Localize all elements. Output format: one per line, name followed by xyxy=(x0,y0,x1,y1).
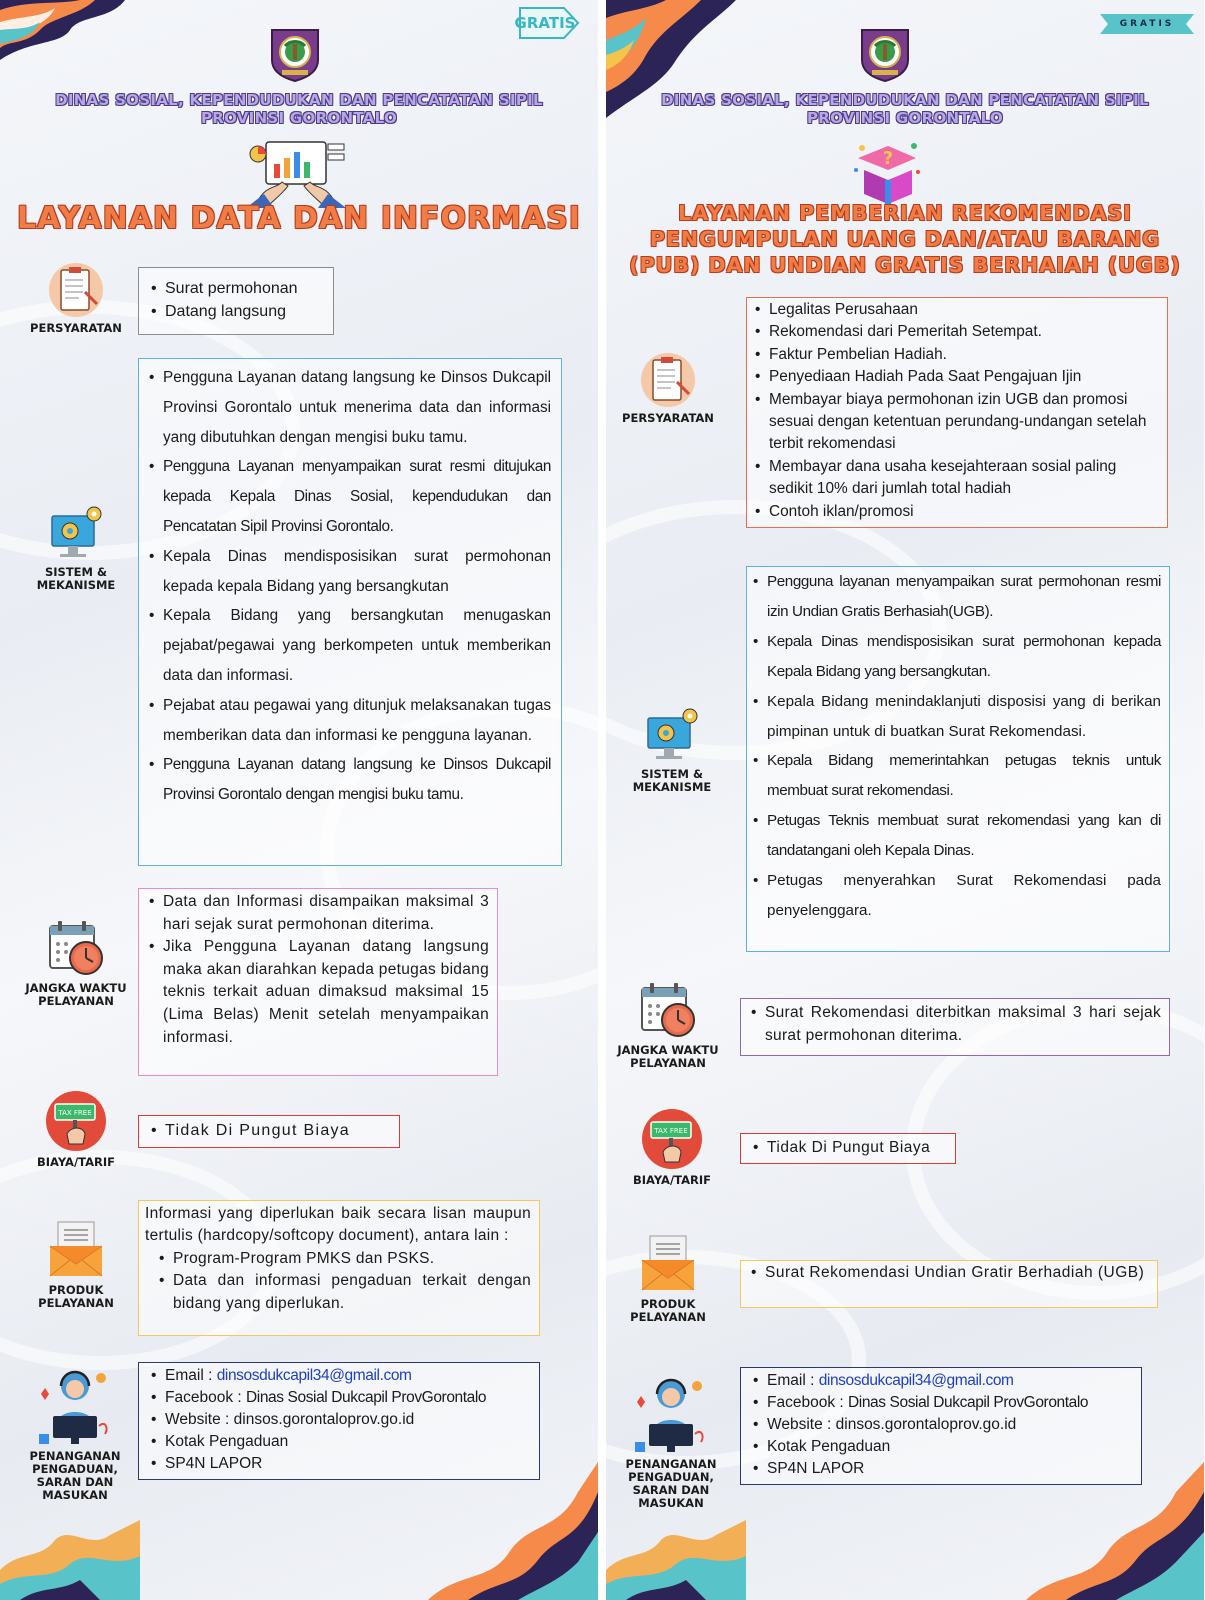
monitor-gear-icon xyxy=(46,504,106,562)
clipboard-checklist-icon xyxy=(637,352,699,408)
list-item: • Pengguna layanan menyampaikan surat permohonan resmi izin Undian Gratis Berhasiah(UGB). xyxy=(751,567,1161,627)
title-line1: LAYANAN PEMBERIAN REKOMENDASI xyxy=(678,201,1132,225)
org-name-line1: DINAS SOSIAL, KEPENDUDUKAN DAN PENCATATAN SIPIL xyxy=(55,91,543,109)
tax-free-text: TAX FREE xyxy=(58,1109,92,1117)
envelope-document-icon xyxy=(638,1232,698,1294)
contact-website[interactable]: • Website : dinsos.gorontaloprov.go.id xyxy=(149,1409,529,1431)
list-item: • Membayar biaya permohonan izin UGB dan promosi sesuai dengan ketentuan perundang-undangan setelah terbit rekomendasi xyxy=(753,389,1159,456)
contact-facebook: • Facebook : Dinas Sosial Dukcapil ProvGorontalo xyxy=(149,1387,529,1409)
persyaratan-section-label xyxy=(16,262,136,335)
penanganan-label-line3: SARAN DAN MASUKAN xyxy=(36,1475,114,1502)
biaya-label: BIAYA/TARIF xyxy=(632,1173,711,1187)
mystery-gift-icon xyxy=(852,140,922,206)
title-line3: (PUB) DAN UNDIAN GRATIS BERHAIAH (UGB) xyxy=(629,253,1181,277)
tax-free-sign-icon xyxy=(639,1108,705,1170)
list-item: • Tidak Di Pungut Biaya xyxy=(149,1120,389,1142)
sistem-section-label xyxy=(16,504,136,592)
contact-kotak: • Kotak Pengaduan xyxy=(751,1436,1131,1458)
monitor-gear-icon xyxy=(642,706,702,764)
jangka-section-label xyxy=(16,918,136,1008)
penanganan-label-line3: SARAN DAN MASUKAN xyxy=(632,1483,710,1510)
jangka-box xyxy=(740,998,1170,1056)
list-item: • Petugas menyerahkan Surat Rekomendasi pada penyelenggara. xyxy=(751,866,1161,926)
customer-service-agent-icon xyxy=(631,1372,711,1454)
sistem-label-line1: SISTEM & xyxy=(640,767,704,781)
decorative-wave xyxy=(0,0,140,70)
list-item: • Surat Rekomendasi Undian Gratir Berhadiah (UGB) xyxy=(749,1262,1149,1284)
sistem-label-line2: MEKANISME xyxy=(632,780,712,794)
jangka-section-label xyxy=(608,980,728,1070)
sistem-box xyxy=(138,358,562,866)
jangka-label-line2: PELAYANAN xyxy=(38,994,114,1008)
sistem-label-line1: SISTEM & xyxy=(44,565,108,579)
envelope-document-icon xyxy=(46,1218,106,1280)
list-item: • Data dan informasi pengaduan terkait dengan bidang yang diperlukan. xyxy=(157,1270,531,1315)
tax-free-sign-icon xyxy=(43,1090,109,1152)
biaya-box xyxy=(138,1115,400,1148)
penanganan-label-line2: PENGADUAN, xyxy=(32,1462,118,1476)
calendar-clock-icon xyxy=(46,918,106,978)
produk-box xyxy=(138,1200,540,1336)
org-name-line2: PROVINSI GORONTALO xyxy=(200,109,397,127)
penanganan-label-line2: PENGADUAN, xyxy=(628,1470,714,1484)
jangka-label-line1: JANGKA WAKTU xyxy=(617,1043,719,1057)
list-item: • Kepala Bidang memerintahkan petugas teknis untuk membuat surat rekomendasi. xyxy=(751,746,1161,806)
list-item: • Datang langsung xyxy=(149,300,323,323)
list-item: • Membayar dana usaha kesejahteraan sosial paling sedikit 10% dari jumlah total hadiah xyxy=(753,456,1159,501)
contact-email: • Email : dinsosdukcapil34@gmail.com xyxy=(149,1365,529,1387)
penanganan-label-line1: PENANGANAN xyxy=(625,1457,717,1471)
right-poster xyxy=(606,0,1204,1600)
penanganan-section-label xyxy=(10,1364,140,1502)
produk-intro: Informasi yang diperlukan baik secara lisan maupun tertulis (hardcopy/softcopy document), antara lain : xyxy=(145,1205,531,1245)
page-title xyxy=(606,200,1204,278)
decorative-wave xyxy=(0,1520,140,1600)
list-item: • Petugas Teknis membuat surat rekomendasi yang kan di tandatangani oleh Kepala Dinas. xyxy=(751,806,1161,866)
list-item: • Rekomendasi dari Pemeritah Setempat. xyxy=(753,321,1159,343)
org-name-line2: PROVINSI GORONTALO xyxy=(806,109,1003,127)
contact-lapor: • SP4N LAPOR xyxy=(149,1453,529,1475)
sistem-section-label xyxy=(612,706,732,794)
contact-kotak: • Kotak Pengaduan xyxy=(149,1431,529,1453)
list-item: • Pengguna Layanan menyampaikan surat resmi ditujukan kepada Kepala Dinas Sosial, kependudukan dan Pencatatan Sipil Provinsi Gorontalo. xyxy=(147,452,551,541)
list-item: • Kepala Dinas mendisposisikan surat permohonan kepada kepala Bidang yang bersangkutan xyxy=(147,542,551,602)
list-item: • Pejabat atau pegawai yang ditunjuk melaksanakan tugas memberikan data dan informasi ke pengguna layanan. xyxy=(147,691,551,751)
produk-label-line2: PELAYANAN xyxy=(630,1310,706,1324)
clipboard-checklist-icon xyxy=(45,262,107,318)
customer-service-agent-icon xyxy=(35,1364,115,1446)
persyaratan-label: PERSYARATAN xyxy=(30,321,122,335)
jangka-label-line1: JANGKA WAKTU xyxy=(25,981,127,995)
list-item: • Data dan Informasi disampaikan maksimal 3 hari sejak surat permohonan diterima. xyxy=(147,891,489,936)
persyaratan-section-label xyxy=(608,352,728,425)
org-name-line1: DINAS SOSIAL, KEPENDUDUKAN DAN PENCATATAN SIPIL xyxy=(661,91,1149,109)
facebook-link[interactable]: Dinas Sosial Dukcapil ProvGorontalo xyxy=(246,1389,487,1406)
gratis-badge xyxy=(514,6,580,40)
persyaratan-box xyxy=(746,297,1168,528)
persyaratan-label: PERSYARATAN xyxy=(622,411,714,425)
produk-box xyxy=(740,1260,1158,1308)
list-item: • Contoh iklan/promosi xyxy=(753,501,1159,523)
svg-text:?: ? xyxy=(882,148,894,169)
contact-email: • Email : dinsosdukcapil34@gmail.com xyxy=(751,1370,1131,1392)
jangka-label-line2: PELAYANAN xyxy=(630,1056,706,1070)
biaya-label: BIAYA/TARIF xyxy=(36,1155,115,1169)
produk-label-line1: PRODUK xyxy=(48,1283,104,1297)
biaya-section-label xyxy=(16,1090,136,1169)
decorative-wave xyxy=(1026,1462,1204,1600)
tax-free-text: TAX FREE xyxy=(654,1127,688,1135)
data-analysis-illustration xyxy=(246,134,346,208)
calendar-clock-icon xyxy=(638,980,698,1040)
facebook-link[interactable]: Dinas Sosial Dukcapil ProvGorontalo xyxy=(848,1394,1089,1411)
gratis-badge xyxy=(1100,12,1194,36)
sistem-box xyxy=(746,566,1170,952)
panel-gap xyxy=(598,0,606,1600)
penanganan-section-label xyxy=(606,1372,736,1510)
decorative-wave xyxy=(428,1462,598,1600)
list-item: • Penyediaan Hadiah Pada Saat Pengajuan Ijin xyxy=(753,366,1159,388)
list-item: • Pengguna Layanan datang langsung ke Dinsos Dukcapil Provinsi Gorontalo untuk menerima data dan informasi yang dibutuhkan dengan mengisi buku tamu. xyxy=(147,363,551,452)
list-item: • Surat permohonan xyxy=(149,277,323,300)
produk-label-line2: PELAYANAN xyxy=(38,1296,114,1310)
biaya-box xyxy=(740,1133,956,1164)
page-title: LAYANAN DATA DAN INFORMASI xyxy=(17,201,581,236)
produk-section-label xyxy=(16,1218,136,1310)
list-item: • Kepala Dinas mendisposisikan surat permohonan kepada Kepala Bidang yang bersangkutan. xyxy=(751,627,1161,687)
title-line2: PENGUMPULAN UANG DAN/ATAU BARANG xyxy=(649,227,1161,251)
gorontalo-emblem-icon xyxy=(858,26,912,82)
decorative-wave xyxy=(606,1520,746,1600)
list-item: • Legalitas Perusahaan xyxy=(753,299,1159,321)
produk-label-line1: PRODUK xyxy=(640,1297,696,1311)
contact-lapor: • SP4N LAPOR xyxy=(751,1458,1131,1480)
list-item: • Pengguna Layanan datang langsung ke Dinsos Dukcapil Provinsi Gorontalo dengan mengisi buku tamu. xyxy=(147,750,551,810)
biaya-section-label xyxy=(612,1108,732,1187)
list-item: • Kepala Bidang menindaklanjuti disposisi yang di berikan pimpinan untuk di buatkan Surat Rekomendasi. xyxy=(751,687,1161,747)
produk-section-label xyxy=(608,1232,728,1324)
gorontalo-emblem-icon xyxy=(268,26,322,82)
list-item: • Jika Pengguna Layanan datang langsung maka akan diarahkan kepada petugas bidang teknis terkait aduan dimaksud maksimal 15 (Lima Belas) Menit setelah menyampaikan informasi. xyxy=(147,936,489,1049)
list-item: • Tidak Di Pungut Biaya xyxy=(751,1137,945,1159)
sistem-label-line2: MEKANISME xyxy=(36,578,116,592)
list-item: • Faktur Pembelian Hadiah. xyxy=(753,344,1159,366)
badge-text: GRATIS xyxy=(514,14,576,32)
contact-website[interactable]: • Website : dinsos.gorontaloprov.go.id xyxy=(751,1414,1131,1436)
email-link[interactable]: dinsosdukcapil34@gmail.com xyxy=(818,1372,1014,1389)
list-item: • Surat Rekomendasi diterbitkan maksimal 3 hari sejak surat permohonan diterima. xyxy=(749,1002,1161,1047)
contact-facebook: • Facebook : Dinas Sosial Dukcapil ProvGorontalo xyxy=(751,1392,1131,1414)
email-link[interactable]: dinsosdukcapil34@gmail.com xyxy=(216,1367,412,1384)
penanganan-label-line1: PENANGANAN xyxy=(29,1449,121,1463)
badge-text: GRATIS xyxy=(1119,19,1175,29)
persyaratan-box xyxy=(138,267,334,335)
jangka-box xyxy=(138,888,498,1076)
list-item: • Program-Program PMKS dan PSKS. xyxy=(157,1248,531,1270)
left-poster xyxy=(0,0,598,1600)
list-item: • Kepala Bidang yang bersangkutan menugaskan pejabat/pegawai yang berkompeten untuk memberikan data dan informasi. xyxy=(147,601,551,690)
